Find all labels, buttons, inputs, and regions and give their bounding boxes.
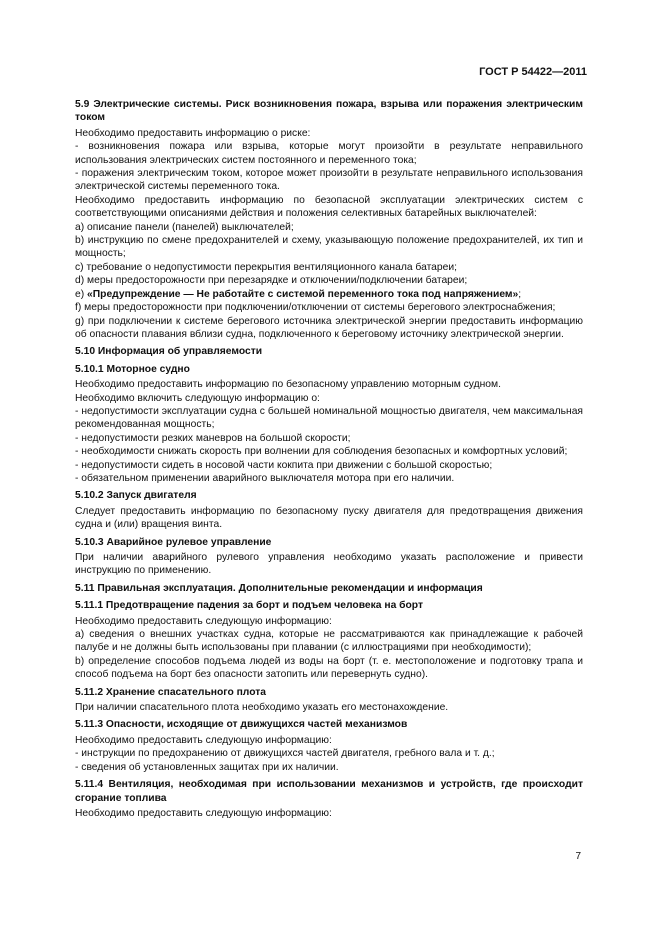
paragraph: c) требование о недопустимости перекрытия вентиляционного канала батареи; <box>75 261 457 273</box>
paragraph: Необходимо предоставить информацию по безопасной эксплуатации электрических систем с соответствующими описаниями действия и положения селективных батарейных выключателей: <box>75 194 583 220</box>
paragraph: - недопустимости резких маневров на большой скорости; <box>75 432 351 444</box>
warning-text: «Предупреждение — Не работайте с системой переменного тока под напряжением» <box>87 288 519 300</box>
paragraph: f) меры предосторожности при подключении/отключении от системы берегового электроснабжения; <box>75 302 556 314</box>
section-heading: 5.11 Правильная эксплуатация. Дополнительные рекомендации и информация <box>75 582 483 594</box>
section-heading: 5.11.2 Хранение спасательного плота <box>75 686 267 698</box>
section-heading: 5.11.4 Вентиляция, необходимая при использовании механизмов и устройств, где происходит сгорание топлива <box>75 779 583 804</box>
section-heading: 5.11.3 Опасности, исходящие от движущихся частей механизмов <box>75 719 408 731</box>
paragraph: - обязательном применении аварийного выключателя мотора при его наличии. <box>75 472 455 484</box>
paragraph: g) при подключении к системе берегового источника электрической энергии предоставить информацию об опасности плавания вблизи судна, подключенного к береговому источнику электрической энергии. <box>75 315 583 340</box>
warning-paragraph <box>75 288 583 301</box>
paragraph: - недопустимости сидеть в носовой части кокпита при движении с большой скоростью; <box>75 459 493 471</box>
paragraph: Необходимо предоставить информацию по безопасному управлению моторным судном. <box>75 379 501 391</box>
section-heading: 5.10.3 Аварийное рулевое управление <box>75 536 272 548</box>
paragraph: - поражения электрическим током, которое может произойти в результате неправильного использования электрической системы переменного тока. <box>75 168 583 193</box>
document-body <box>75 96 583 820</box>
paragraph: Необходимо предоставить следующую информацию: <box>75 807 332 819</box>
warning-suffix: ; <box>518 288 522 300</box>
paragraph: Необходимо предоставить информацию о риске: <box>75 127 311 139</box>
paragraph: d) меры предосторожности при перезарядке и отключении/подключении батареи; <box>75 275 468 287</box>
paragraph: b) инструкцию по смене предохранителей и схему, указывающую положение предохранителей, их тип и мощность; <box>75 235 583 260</box>
paragraph: a) сведения о внешних участках судна, которые не рассматриваются как принадлежащие к рабочей палубе и не должны быть использованы при плавании (с иллюстрациями при необходимости); <box>75 629 583 654</box>
paragraph: Необходимо предоставить следующую информацию: <box>75 615 332 627</box>
paragraph: При наличии спасательного плота необходимо указать его местонахождение. <box>75 702 449 714</box>
section-heading: 5.10.2 Запуск двигателя <box>75 490 197 502</box>
paragraph: Необходимо включить следующую информацию о: <box>75 392 320 404</box>
paragraph: b) определение способов подъема людей из воды на борт (т. е. местоположение и подготовку трапа и способ подъема на борт без опасности затопить или перевернуть судно). <box>75 655 583 681</box>
section-heading: 5.9 Электрические системы. Риск возникновения пожара, взрыва или поражения электрическим током <box>75 99 583 124</box>
paragraph: Необходимо предоставить следующую информацию: <box>75 734 332 746</box>
document-number: ГОСТ Р 54422—2011 <box>479 66 587 78</box>
list-marker: e) <box>75 288 88 300</box>
paragraph: - сведения об установленных защитах при их наличии. <box>75 761 339 773</box>
paragraph: - необходимости снижать скорость при волнении для соблюдения безопасных и комфортных условий; <box>75 446 568 458</box>
paragraph: Следует предоставить информацию по безопасному пуску двигателя для предотвращения движения судна и (или) вращения винта. <box>75 505 583 531</box>
section-heading: 5.10.1 Моторное судно <box>75 363 190 375</box>
paragraph: При наличии аварийного рулевого управления необходимо указать расположение и привести инструкцию по применению. <box>75 552 583 577</box>
section-heading: 5.11.1 Предотвращение падения за борт и подъем человека на борт <box>75 600 424 612</box>
page-number: 7 <box>575 851 581 862</box>
paragraph: - недопустимости эксплуатации судна с большей номинальной мощностью двигателя, чем максимальная рекомендованная мощность; <box>75 405 583 431</box>
section-heading: 5.10 Информация об управляемости <box>75 346 263 358</box>
paragraph: - инструкции по предохранению от движущихся частей двигателя, гребного вала и т. д.; <box>75 748 495 760</box>
paragraph: - возникновения пожара или взрыва, которые могут произойти в результате неправильного использования электрических систем постоянного и переменного тока; <box>75 141 583 166</box>
paragraph: a) описание панели (панелей) выключателей; <box>75 221 294 233</box>
